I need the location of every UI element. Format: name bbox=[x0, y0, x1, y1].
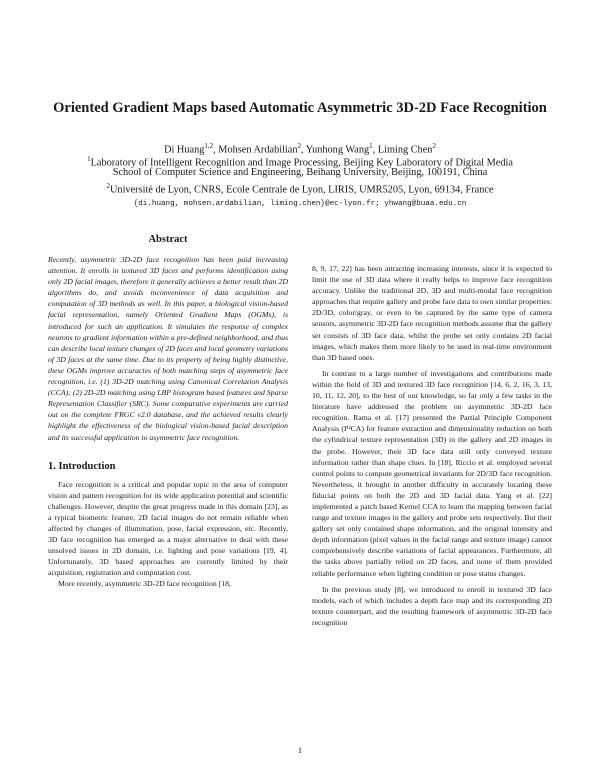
affiliation-1: $^1$Laboratory of Intelligent Recognition and Image Processing, Beijing Key Laboratory of Digital Media bbox=[87, 155, 513, 169]
affiliation-1-line-2: School of Computer Science and Engineering, Beihang University, Beijing, 100191, China bbox=[112, 167, 488, 178]
author-name: Mohsen Ardabilian bbox=[218, 144, 298, 156]
author-affiliation-mark: 2 bbox=[297, 142, 302, 150]
author-name: Di Huang bbox=[164, 144, 205, 156]
author-affiliation-mark: 1 bbox=[369, 142, 373, 150]
author-affiliation-mark: 1,2 bbox=[204, 142, 214, 150]
paper-title: Oriented Gradient Maps based Automatic Asymmetric 3D-2D Face Recognition bbox=[53, 100, 547, 116]
affiliation-2: $^2$Université de Lyon, CNRS, Ecole Centrale de Lyon, LIRIS, UMR5205, Lyon, 69134, France bbox=[106, 182, 494, 196]
author-list: Di Huang$^{1,2}$, Mohsen Ardabilian$^2$, Yunhong Wang$^1$, Liming Chen$^2$ bbox=[164, 142, 436, 156]
intro-paragraph-3: In contrast to a large number of investigations and contributions made within the field of 3D and textured 3D face recognition [14, 6, 2, 16, 3, 13, 10, 11, 12, 20], to the best of our knowledge, so far only a few tasks in the literature have addressed the problem on asymmetric 3D-2D face recognition. Rama et al. [17] presented the Partial Principle Component Analysis (P²CA) for feature extraction and dimensionality reduction on both the cylindrical texture representation (3D) in the gallery and 2D images in the probe. However, their 3D face data still only conveyed texture information rather than shape clues. In [18], Riccio et al. employed several control points to compute geometrical invariants for 2D/3D face recognition. Nevertheless, it brought in another difficulty in accurately locating these fiducial points on both the 2D and 3D facial data. Yang et al. [22] implemented a patch based Kernel CCA to learn the mapping between facial range and texture images in the gallery and probe sets respectively. But their gallery set only contained shape information, and the original intensity and depth information (pixel values in the facial range and texture image) cannot comprehensively describe variations of facial appearances. Furthermore, all the tasks above partially relied on 2D faces, and none of them provided reliable performance when lighting condition or pose status changes. bbox=[312, 368, 552, 578]
introduction-heading: 1. Introduction bbox=[48, 460, 116, 472]
right-column bbox=[312, 263, 552, 628]
left-column bbox=[48, 234, 288, 590]
intro-paragraph-2-cont: 8, 9, 17, 22] has been attracting increasing interests, since it is expected to limit the use of 3D data where it really helps to improve face recognition accuracy. Unlike the traditional 2D, 3D and multi-modal face recognition approaches that require gallery and probe face data to own similar properties: 2D/3D, color/gray, or even to be captured by the same type of camera sensors, asymmetric 3D-2D face recognition methods assume that the gallery set consists of 3D face data, whilst the probe set only contains 2D facial images, which makes them more likely to be used in real-time environment than 3D based ones. bbox=[312, 264, 552, 362]
author-name: Yunhong Wang bbox=[305, 144, 370, 156]
author-name: Liming Chen bbox=[377, 144, 433, 156]
intro-paragraph-4: In the previous study [8], we introduced to enroll in textured 3D face models, each of which includes a depth face map and its corresponding 2D texture counterpart, and the resulting framework of asymmetric 3D-2D face recognition bbox=[312, 584, 552, 627]
intro-paragraph-1: Face recognition is a critical and popular topic in the area of computer vision and pattern recognition for its wide application potential and scientific challenges. However, despite the great progress made in this domain [23], as a typical biometric feature, 2D facial images do not remain reliable when affected by changes of illumination, pose, facial expression, etc. Recently, 3D face recognition has emerged as a major alternative to deal with these unsolved issues in 2D domain, i.e. lighting and pose variations [19, 4]. Unfortunately, 3D based approaches are currently limited by their acquisition, registration and computation cost. bbox=[48, 479, 288, 578]
page-number: 1 bbox=[297, 745, 303, 755]
intro-paragraph-2-start: More recently, asymmetric 3D-2D face recognition [18, bbox=[58, 579, 231, 589]
abstract-text: Recently, asymmetric 3D-2D face recognition has been paid increasing attention. It enrolls in textured 3D faces and performs identification using only 2D facial images, therefore it generally achieves a better result than 2D algorithms do, and avoids inconvenience of data acquisition and computation of 3D methods as well. In this paper, a biological vision-based facial representation, namely Oriented Gradient Maps (OGMs), is introduced for such an application. It simulates the response of complex neurons to gradient information within a pre-defined neighborhood, and thus can describe local texture changes of 2D faces and local geometry variations of 3D faces at the same time. Due to its property of being highly distinctive, these OGMs improve accuracies of both matching steps of asymmetric face recognition, i.e. (1) 3D-2D matching using Canonical Correlation Analysis (CCA); (2) 2D-2D matching using LBP histogram based features and Sparse Representation Classifier (SRC). Some comparative experiments are carried out on the complete FRGC v2.0 database, and the achieved results clearly highlight the effectiveness of the biological vision-based facial description and its successful application to asymmetric face recognition. bbox=[48, 255, 288, 442]
author-emails: {di.huang, mohsen.ardabilian, liming.chen}@ec-lyon.fr; yhwang@buaa.edu.cn bbox=[133, 200, 467, 208]
abstract-heading: Abstract bbox=[148, 234, 188, 245]
author-affiliation-mark: 2 bbox=[432, 142, 436, 150]
